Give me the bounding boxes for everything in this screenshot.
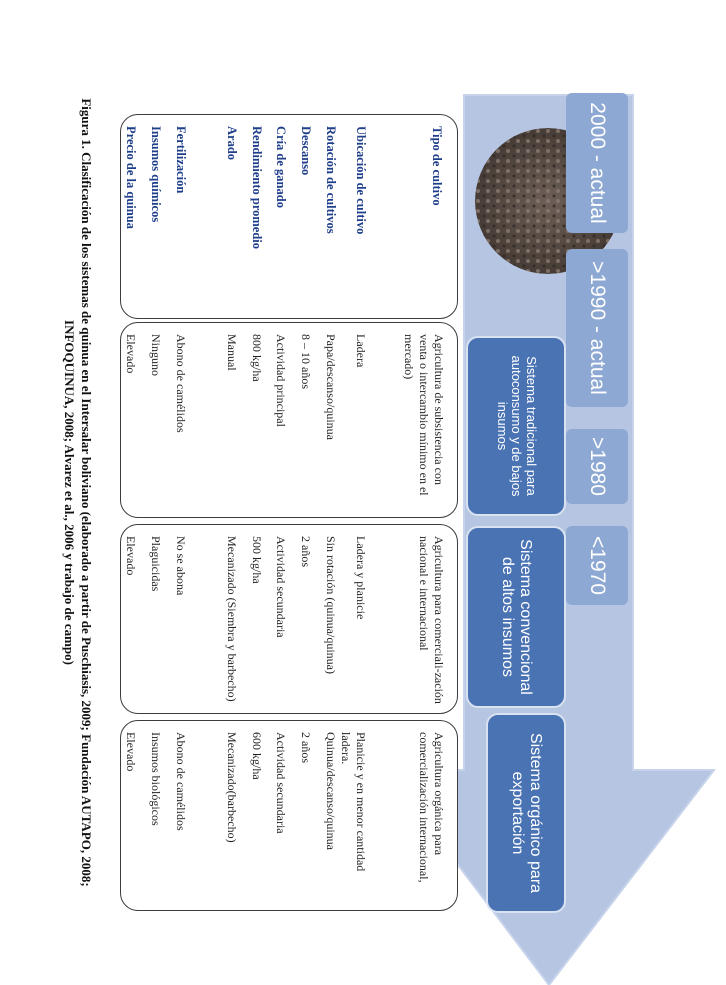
labels-card (120, 114, 458, 319)
conv-tipo: Agricultura para comerciali-zación nacional e internacional (417, 536, 446, 704)
label-descanso: Descanso (299, 126, 313, 176)
era-box-2000: 2000 - actual (566, 93, 628, 233)
conv-fertilizacion: No se abona (174, 536, 188, 596)
system-conventional: Sistema convencional de altos insumos (466, 526, 566, 708)
conv-precio: Elevado (124, 536, 138, 576)
label-insumos: Insumos químicos (149, 126, 163, 223)
org-descanso: 2 años (299, 732, 313, 763)
era-box-1990: >1990 - actual (566, 249, 628, 407)
org-ganado: Actividad secundaria (274, 732, 288, 834)
label-ubicacion: Ubicación de cultivo (354, 126, 368, 235)
org-arado: Mecanizado(barbecho) (225, 732, 239, 843)
label-rotacion: Rotación de cultivos (324, 126, 338, 234)
org-precio: Elevado (124, 732, 138, 772)
conv-ganado: Actividad secundaria (274, 536, 288, 638)
conv-rotacion: Sin rotación (quinua/quinua) (324, 536, 338, 674)
caption-line-1: Figura 1. Clasificación de los sistemas de quinua en el Intersalar boliviano (elaborado a partir de Puschiasis, 2009; Fundación AUTAPO, 2008; (79, 98, 94, 887)
org-rendimiento: 600 kg/ha (250, 732, 264, 780)
trad-fertilizacion: Abono de camélidos (174, 334, 188, 433)
trad-tipo: Agricultura de subsistencia con venta o intercambio mínimo en el mercado) (402, 334, 446, 496)
org-ubicacion: Planicie y en menor cantidad ladera. (339, 732, 368, 872)
label-precio: Precio de la quinua (124, 126, 138, 229)
trad-arado: Manual (225, 334, 239, 371)
trad-rendimiento: 800 kg/ha (250, 334, 264, 382)
trad-insumos: Ninguno (149, 334, 163, 376)
trad-ubicacion: Ladera (354, 334, 368, 368)
trad-precio: Elevado (124, 334, 138, 374)
label-arado: Arado (225, 126, 239, 161)
conv-rendimiento: 500 kg/ha (250, 536, 264, 584)
org-insumos: Insumos biológicos (149, 732, 163, 826)
trad-descanso: 8 – 10 años (299, 334, 313, 389)
column-card-conventional (120, 524, 458, 714)
org-fertilizacion: Abono de camélidos (174, 732, 188, 831)
org-rotacion: Quinua/descanso/quinua (324, 732, 338, 850)
label-rendimiento: Rendimiento promedio (250, 126, 264, 250)
conv-insumos: Plaguicidas (149, 536, 163, 592)
conv-ubicacion: Ladera y planicie (354, 536, 368, 620)
label-fertilizacion: Fertilización (174, 126, 188, 194)
system-traditional: Sistema tradicional para autoconsumo y de bajos insumos (466, 336, 566, 516)
org-tipo: Agricultura orgánica para comercialización internacional, (417, 732, 446, 883)
era-box-1980: >1980 (566, 429, 628, 504)
era-box-1970: <1970 (566, 526, 628, 605)
trad-rotacion: Papa/descanso/quinua (324, 334, 338, 440)
trad-ganado: Actividad principal (274, 334, 288, 427)
conv-descanso: 2 años (299, 536, 313, 567)
caption-line-2: INFOQUINUA, 2008; Alvarez et al., 2006 y trabajo de campo) (62, 320, 78, 665)
figure-caption (60, 30, 94, 955)
conv-arado: Mecanizado (Siembra y barbecho) (225, 536, 239, 702)
system-organic: Sistema orgánico para exportación (486, 713, 566, 913)
label-cria-ganado: Cría de ganado (274, 126, 288, 208)
column-card-organic (120, 720, 458, 911)
label-tipo-cultivo: Tipo de cultivo (430, 126, 444, 206)
